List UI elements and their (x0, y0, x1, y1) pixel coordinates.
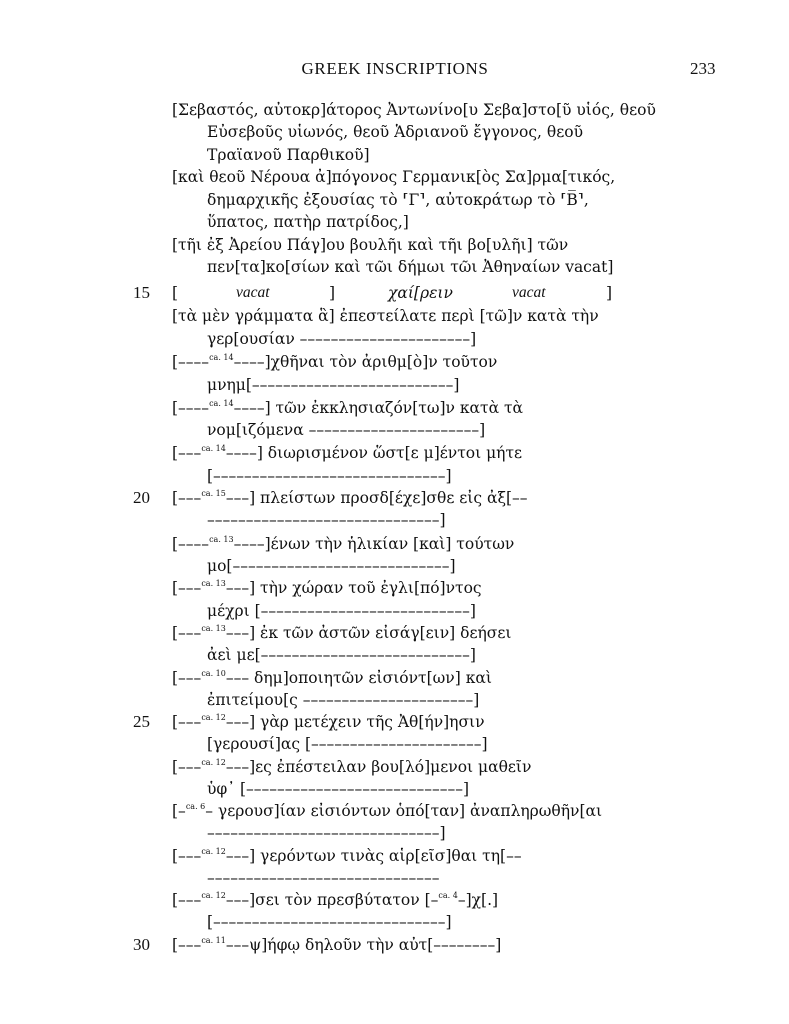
text-line (0, 120, 789, 144)
text-line (0, 599, 789, 623)
ca-note: ca. 13 (201, 624, 226, 633)
line-text: [τῆι ἐξ Ἀρείου Πάγ]ου βουλῆι καὶ τῆι βο[υλῆι] τῶν (172, 236, 569, 254)
text-line (0, 643, 789, 667)
line-text: μέχρι [–––––––––––––––––––––––––––] (207, 602, 476, 620)
line-text: [–––$^{ca. 13}$–––] τὴν χώραν τοῦ ἐγλι[πό]ντος (172, 579, 482, 597)
ca-note: ca. 12 (201, 713, 226, 722)
line-number: 30 (133, 935, 150, 954)
text-line (0, 910, 789, 934)
ca-note: ca. 12 (201, 758, 226, 767)
line-text: [––––$^{ca. 14}$––––] τῶν ἐκκλησιαζόν[τω]ν κατὰ τὰ (172, 399, 524, 417)
text-line (0, 281, 789, 305)
running-header: GREEK INSCRIPTIONS (301, 59, 489, 78)
text-line (0, 888, 789, 912)
text-line (0, 373, 789, 397)
line-text: νομ[ιζόμενα ––––––––––––––––––––––] (207, 421, 486, 439)
line-number: 25 (133, 712, 150, 731)
ca-note: ca. 14 (209, 353, 234, 362)
text-line (0, 396, 789, 420)
ca-note: ca. 15 (201, 489, 226, 498)
line-number: 15 (133, 283, 150, 302)
line-text: [Σεβαστός, αὐτοκρ]άτορος Ἀντωνίνο[υ Σεβα]στο[ῦ υἱός, θεοῦ (172, 101, 656, 119)
text-line (0, 508, 789, 532)
line-text: δημαρχικῆς ἐξουσίας τὸ ⸢Γ⸣, αὐτοκράτωρ τὸ ⸢B̅⸣, (207, 191, 589, 209)
text-line (0, 933, 789, 957)
line-text: [–––$^{ca. 10}$––– δημ]οποιητῶν εἰσιόντ[ων] καὶ (172, 669, 492, 687)
text-line (0, 621, 789, 645)
text-line (0, 165, 789, 189)
ca-note: ca. 10 (201, 669, 226, 678)
line-text: ἐπιτείμου[ς ––––––––––––––––––––––] (207, 691, 480, 709)
text-line (0, 532, 789, 556)
line-text: [––––––––––––––––––––––––––––––] (207, 913, 452, 931)
line-text: [γερουσί]ας [––––––––––––––––––––––] (207, 735, 488, 753)
line-text: [–––$^{ca. 11}$–––ψ]ήφῳ δηλοῦν τὴν αὐτ[––––––––] (172, 936, 502, 954)
ca-note: ca. 13 (209, 535, 234, 544)
ca-note: ca. 11 (201, 936, 226, 945)
line-text: ––––––––––––––––––––––––––––––] (207, 824, 446, 842)
ca-note: ca. 14 (209, 399, 234, 408)
text-line (0, 844, 789, 868)
line-text: ὕπατος, πατὴρ πατρίδος,] (207, 213, 409, 231)
text-line (0, 486, 789, 510)
line-text: [––––––––––––––––––––––––––––––] (207, 467, 452, 485)
text-line (0, 464, 789, 488)
line-text: [–––$^{ca. 15}$–––] πλείστων προσδ[έχε]σθε εἰς ἀξ[–– (172, 489, 528, 507)
line-text: [––––$^{ca. 13}$––––]ένων τὴν ἡλικίαν [καὶ] τούτων (172, 535, 515, 553)
line-text: [–––$^{ca. 12}$–––] γερόντων τινὰς αἱρ[εῖσ]θαι τη[–– (172, 847, 522, 865)
line-text: χαί[ρειν (388, 284, 453, 302)
text-line (0, 304, 789, 328)
line-text: Εὐσεβοῦς υἱωνός, θεοῦ Ἁδριανοῦ ἔγγονος, θεοῦ (207, 123, 584, 141)
text-line (0, 233, 789, 257)
text-line (0, 576, 789, 600)
vacat-left: vacat (236, 284, 270, 301)
text-line (0, 755, 789, 779)
line-text: ὑφ᾽ [––––––––––––––––––––––––––––] (207, 780, 470, 798)
ca-note: ca. 13 (201, 579, 226, 588)
text-line (0, 98, 789, 122)
vacat-right: vacat (512, 284, 546, 301)
text-line (0, 350, 789, 374)
ca-note: ca. 12 (201, 891, 226, 900)
bracket-mid: ] (329, 284, 336, 302)
line-text: [–––$^{ca. 13}$–––] ἐκ τῶν ἀστῶν εἰσάγ[ειν] δεήσει (172, 624, 512, 642)
text-line (0, 799, 789, 823)
line-text: [–––$^{ca. 12}$–––]ες ἐπέστειλαν βου[λό]μενοι μαθεῖν (172, 758, 532, 776)
ca-note: ca. 4 (438, 891, 458, 900)
text-line (0, 143, 789, 167)
line-text: γερ[ουσίαν ––––––––––––––––––––––] (207, 330, 477, 348)
text-line (0, 418, 789, 442)
bracket-open: [ (172, 284, 179, 302)
line-text: [–$^{ca. 6}$– γερουσ]ίαν εἰσιόντων ὁπό[ταν] ἀναπληρωθῆν[αι (172, 802, 603, 820)
page-number: 233 (690, 59, 716, 78)
line-text: –––––––––––––––––––––––––––––– (207, 869, 440, 887)
text-line (0, 710, 789, 734)
line-text: ––––––––––––––––––––––––––––––] (207, 511, 446, 529)
vacat-line (172, 281, 612, 305)
ca-note: ca. 12 (201, 847, 226, 856)
line-text: ἀεὶ με[–––––––––––––––––––––––––––] (207, 646, 476, 664)
line-number: 20 (133, 488, 150, 507)
text-line (0, 866, 789, 890)
text-line (0, 732, 789, 756)
text-line (0, 666, 789, 690)
line-text: [τὰ μὲν γράμματα ἃ] ἐπεστείλατε περὶ [τῶ]ν κατὰ τὴν (172, 307, 599, 325)
text-line (0, 777, 789, 801)
line-text: μνημ[––––––––––––––––––––––––––] (207, 376, 460, 394)
text-line (0, 188, 789, 212)
line-text: πεν[τα]κο[σίων καὶ τῶι δήμωι τῶι Ἀθηναίων vacat] (207, 258, 614, 276)
line-text: [––––$^{ca. 14}$––––]χθῆναι τὸν ἀριθμ[ὸ]ν τοῦτον (172, 353, 498, 371)
text-line (0, 554, 789, 578)
line-text: Τραϊανοῦ Παρθικοῦ] (207, 146, 370, 164)
text-line (0, 255, 789, 279)
text-line (0, 688, 789, 712)
line-text: [–––$^{ca. 14}$––––] διωρισμένον ὥστ[ε μ]έντοι μήτε (172, 444, 523, 462)
text-line (0, 821, 789, 845)
line-text: [–––$^{ca. 12}$–––] γὰρ μετέχειν τῆς Ἀθ[ήν]ησιν (172, 713, 485, 731)
line-text: [καὶ θεοῦ Νέρουα ἀ]πόγονος Γερμανικ[ὸς Σα]ρμα[τικός, (172, 168, 616, 186)
bracket-close: ] (605, 284, 612, 302)
line-text: [–––$^{ca. 12}$–––]σει τὸν πρεσβύτατον [–$^{ca. 4}$–]χ[.] (172, 891, 499, 909)
text-line (0, 327, 789, 351)
text-line (0, 210, 789, 234)
text-line (0, 441, 789, 465)
ca-note: ca. 14 (201, 444, 226, 453)
line-text: μο[––––––––––––––––––––––––––––] (207, 557, 456, 575)
ca-note: ca. 6 (185, 802, 206, 811)
